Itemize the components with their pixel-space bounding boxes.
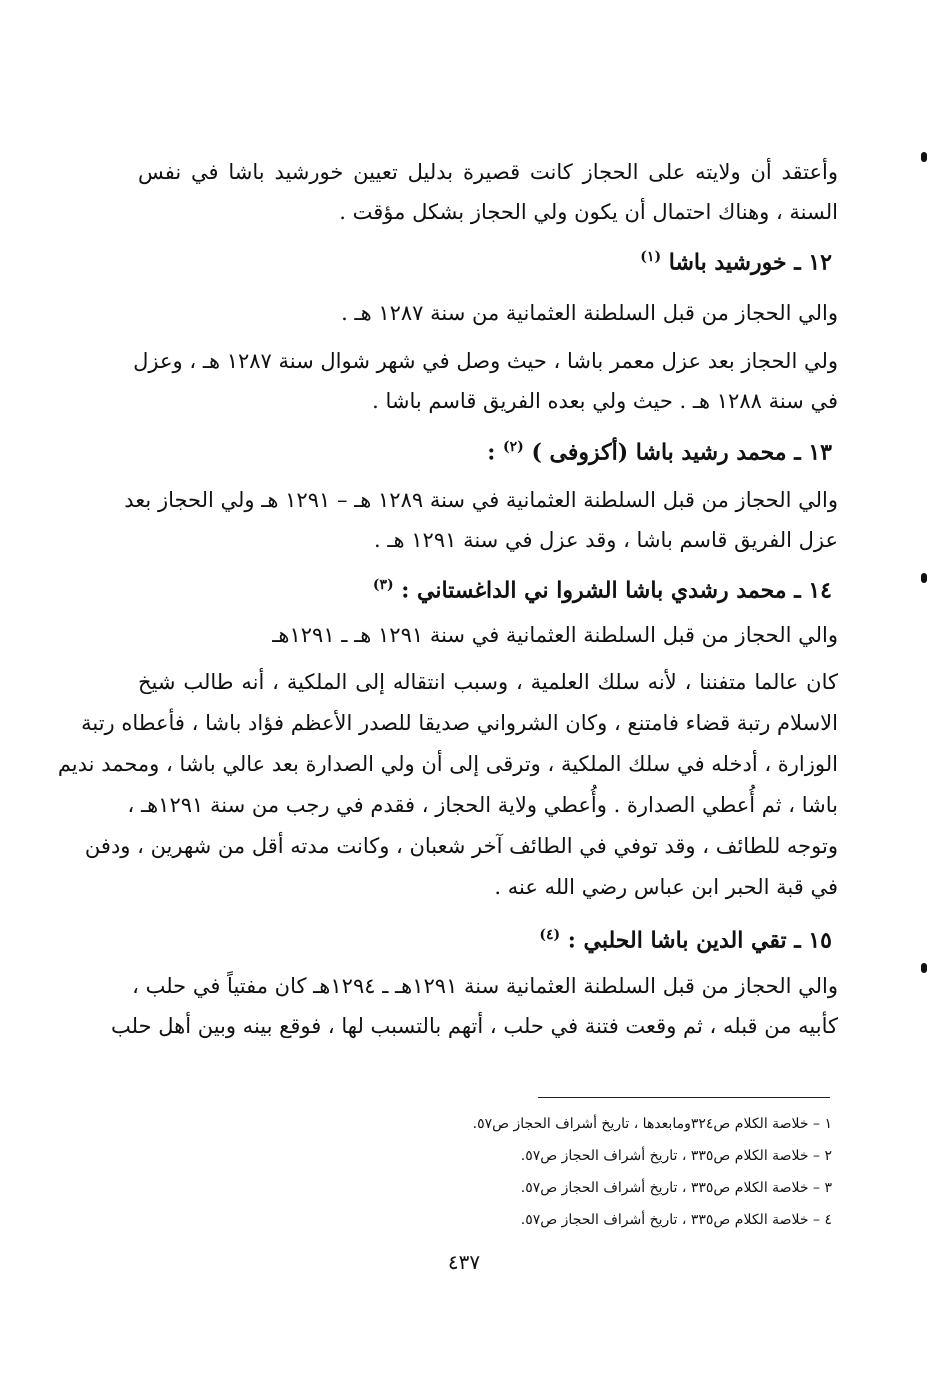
footnote-marker: (١) [640, 249, 662, 265]
body-text-line: كان عالما متفننا ، لأنه سلك العلمية ، وسبب انتقاله إلى الملكية ، أنه طالب شيخ [138, 670, 838, 694]
margin-mark [921, 963, 927, 973]
body-text-line: عزل الفريق قاسم باشا ، وقد عزل في سنة ١٢٩١ هـ . [374, 528, 838, 552]
section-heading-14 [132, 568, 832, 607]
section-heading-13 [132, 430, 832, 469]
body-text-line: الاسلام رتبة قضاء فامتنع ، وكان الشرواني صديقا للصدر الأعظم فؤاد باشا ، فأعطاه رتبة [81, 711, 838, 735]
margin-mark [921, 152, 927, 162]
body-text-line: الوزارة ، أدخله في سلك الملكية ، وترقى إلى أن ولي الصدارة بعد عالي باشا ، ومحمد نديم [57, 752, 838, 776]
body-text-line: والي الحجاز من قبل السلطنة العثمانية في سنة ١٢٨٩ هـ – ١٢٩١ هـ ولي الحجاز بعد [124, 488, 838, 512]
body-text-line: والي الحجاز من قبل السلطنة العثمانية في سنة ١٢٩١ هـ ـ ١٢٩١هـ [272, 623, 838, 647]
footnote-separator [538, 1097, 830, 1098]
body-text-line: وتوجه للطائف ، وقد توفي في الطائف آخر شعبان ، وكانت مدته أقل من شهرين ، ودفن [84, 834, 838, 858]
footnote-marker: (٣) [372, 577, 394, 593]
body-text-line: في سنة ١٢٨٨ هـ . حيث ولي بعده الفريق قاسم باشا . [372, 389, 838, 413]
body-text-line: في قبة الحبر ابن عباس رضي الله عنه . [494, 875, 838, 899]
heading-text: ١٣ ـ محمد رشيد باشا (أكزوفى ) [531, 439, 832, 466]
margin-mark [921, 573, 927, 583]
heading-text: ١٢ ـ خورشيد باشا [668, 249, 832, 276]
heading-colon: : [487, 439, 496, 466]
page-number: ٤٣٧ [447, 1250, 481, 1274]
body-text-line: والي الحجاز من قبل السلطنة العثمانية من سنة ١٢٨٧ هـ . [341, 301, 838, 325]
section-heading-15 [132, 918, 832, 957]
footnote-3: ٣ – خلاصة الكلام ص٣٣٥ ، تاريخ أشراف الحجاز ص٥٧. [520, 1180, 832, 1196]
body-text-line: وأعتقد أن ولايته على الحجاز كانت قصيرة بدليل تعيين خورشيد باشا في نفس [138, 160, 838, 184]
footnote-1: ١ – خلاصة الكلام ص٣٢٤ومابعدها ، تاريخ أشراف الحجاز ص٥٧. [472, 1116, 832, 1132]
body-text-line: السنة ، وهناك احتمال أن يكون ولي الحجاز بشكل مؤقت . [339, 200, 838, 224]
footnote-2: ٢ – خلاصة الكلام ص٣٣٥ ، تاريخ أشراف الحجاز ص٥٧. [520, 1148, 832, 1164]
footnote-marker: (٤) [539, 927, 561, 943]
body-text-line: باشا ، ثم أُعطي الصدارة . وأُعطي ولاية الحجاز ، فقدم في رجب من سنة ١٢٩١هـ ، [127, 793, 838, 817]
heading-text: ١٤ ـ محمد رشدي باشا الشروا ني الداغستاني : [401, 577, 832, 604]
body-text-line: ولي الحجاز بعد عزل معمر باشا ، حيث وصل في شهر شوال سنة ١٢٨٧ هـ ، وعزل [133, 349, 838, 373]
footnote-marker: (٢) [503, 439, 524, 455]
footnote-4: ٤ – خلاصة الكلام ص٣٣٥ ، تاريخ أشراف الحجاز ص٥٧. [520, 1212, 832, 1228]
section-heading-12 [132, 240, 832, 279]
heading-text: ١٥ ـ تقي الدين باشا الحلبي : [567, 927, 832, 954]
body-text-line: والي الحجاز من قبل السلطنة العثمانية سنة ١٢٩١هـ ـ ١٢٩٤هـ كان مفتياً في حلب ، [132, 974, 838, 998]
body-text-line: كأبيه من قبله ، ثم وقعت فتنة في حلب ، أتهم بالتسبب لها ، فوقع بينه وبين أهل حلب [110, 1014, 838, 1038]
